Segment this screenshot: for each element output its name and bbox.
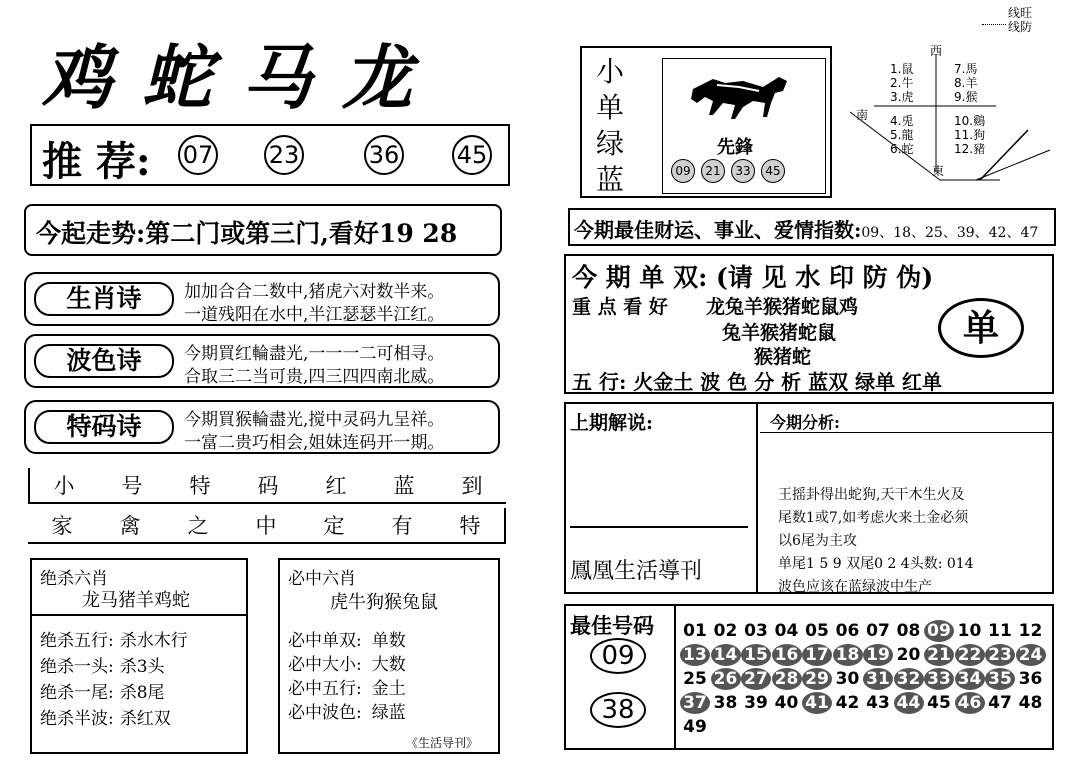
analysis-line: 单尾1 5 9 双尾0 2 4头数: 014 xyxy=(778,556,974,572)
spread-char: 定 xyxy=(323,514,345,538)
poem-line: 合取三二当可贵,四三四四南北威。 xyxy=(184,367,445,387)
poem-line: 加加合合二数中,猪虎六对数半来。 xyxy=(184,282,445,302)
zodiac-west: 西 xyxy=(930,44,943,58)
kill-row xyxy=(40,626,188,651)
kill-row xyxy=(40,678,165,703)
poem-tag: 生肖诗 xyxy=(34,282,174,316)
poem-line: 今期買红輪盡光,一一一二可相寻。 xyxy=(184,344,445,364)
horse-ball: 09 xyxy=(671,159,695,183)
poem-line: 今期買猴輪盡光,搅中灵码九呈祥。 xyxy=(184,410,445,430)
horse-caption: 先鋒 xyxy=(717,137,753,158)
must-footer: 《生活导刊》 xyxy=(406,736,479,750)
analysis-line: 以6尾为主攻 xyxy=(778,533,857,549)
spread-char: 到 xyxy=(461,474,483,498)
poem-line: 一富二贵巧相会,姐妹连码开一期。 xyxy=(184,433,445,453)
number-cell: 04 xyxy=(774,621,799,641)
odd-even-focus-label: 重 点 看 好 xyxy=(572,296,668,318)
vertical-char: 蓝 xyxy=(595,163,624,196)
recommend-box xyxy=(30,124,510,186)
number-cell: 33 xyxy=(924,668,954,690)
must-row-value: 金土 xyxy=(371,679,406,699)
horse-icon xyxy=(683,67,803,127)
number-cell: 16 xyxy=(772,644,802,666)
spread-char: 之 xyxy=(187,514,209,538)
vertical-char: 小 xyxy=(595,55,624,88)
number-cell: 17 xyxy=(802,644,832,666)
must-row-label: 必中单双: xyxy=(288,631,362,651)
zodiac-south: 南 xyxy=(856,108,869,122)
must-zodiacs: 虎牛狗猴兔鼠 xyxy=(330,592,438,613)
best-numbers-label: 最佳号码 xyxy=(570,613,654,638)
title-char-1: 鸡 xyxy=(42,36,142,119)
analysis-text xyxy=(778,484,974,599)
number-cell: 10 xyxy=(957,621,982,641)
fortune-index-label: 今期最佳财运、事业、爱情指数: xyxy=(574,218,862,242)
spread-char: 特 xyxy=(459,514,481,538)
best-pick: 09 xyxy=(590,638,646,674)
zodiac-item: 7.馬 xyxy=(954,62,978,76)
number-cell: 30 xyxy=(835,669,860,689)
zodiac-item: 10.鷄 xyxy=(954,114,986,128)
special-poem-box xyxy=(24,400,500,454)
spread-char: 禽 xyxy=(119,514,141,538)
number-cell: 48 xyxy=(1018,693,1043,713)
number-cell: 44 xyxy=(894,692,924,714)
number-cell: 42 xyxy=(835,693,860,713)
last-issue-rule xyxy=(570,526,748,528)
odd-even-title: 今 期 单 双: (请 见 水 印 防 伪) xyxy=(572,263,934,292)
kill-row-label: 绝杀半波: xyxy=(40,709,114,729)
number-cell: 47 xyxy=(988,693,1012,713)
odd-even-stamp: 单 xyxy=(938,298,1024,358)
analysis-line: 尾数1或7,如考虑火来土金必须 xyxy=(778,510,969,526)
number-cell: 34 xyxy=(955,668,985,690)
kill-row-value: 杀红双 xyxy=(119,709,171,729)
number-cell: 06 xyxy=(835,621,860,641)
number-cell: 11 xyxy=(988,621,1012,641)
last-issue-label: 上期解说: xyxy=(570,412,654,434)
this-issue-label: 今期分析: xyxy=(770,413,840,432)
number-cell: 09 xyxy=(924,620,954,642)
best-pick: 38 xyxy=(590,692,646,728)
spread-char: 家 xyxy=(51,514,73,538)
kill-row-label: 绝杀一尾: xyxy=(40,683,114,703)
must-row-label: 必中波色: xyxy=(288,703,362,723)
vertical-char: 绿 xyxy=(595,127,624,160)
zodiac-item: 6.蛇 xyxy=(890,142,914,156)
number-cell: 05 xyxy=(805,621,829,641)
zodiac-item: 11.狗 xyxy=(954,128,986,142)
spread-char: 特 xyxy=(189,474,211,498)
corner-line-2: 线防 xyxy=(1008,20,1033,34)
number-cell: 49 xyxy=(683,717,707,737)
number-cell: 12 xyxy=(1018,621,1043,641)
number-cell: 40 xyxy=(774,693,799,713)
must-row xyxy=(288,626,406,651)
spread-char: 中 xyxy=(255,514,277,538)
horse-vertical-text xyxy=(594,54,626,198)
spread-char: 小 xyxy=(53,474,75,498)
number-cell: 43 xyxy=(866,693,890,713)
analysis-box xyxy=(564,402,1054,594)
number-cell: 02 xyxy=(713,621,738,641)
spread-char: 码 xyxy=(257,474,279,498)
kill-title: 绝杀六肖 xyxy=(40,569,108,589)
kill-box xyxy=(30,558,248,754)
number-cell: 41 xyxy=(802,692,832,714)
poem-line: 一道残阳在水中,半江瑟瑟半江红。 xyxy=(184,305,445,325)
number-cell: 27 xyxy=(741,668,771,690)
zodiac-item: 5.龍 xyxy=(890,128,914,142)
zodiac-item: 3.虎 xyxy=(890,90,914,104)
number-cell: 26 xyxy=(711,668,741,690)
kill-row-label: 绝杀五行: xyxy=(40,631,114,651)
kill-divider xyxy=(32,614,246,616)
analysis-line: 王摇卦得出蛇狗,天干木生火及 xyxy=(778,487,965,503)
recommend-number: 45 xyxy=(452,135,492,175)
title-char-4: 龙 xyxy=(342,36,442,119)
zodiac-item: 1.鼠 xyxy=(890,62,914,76)
number-cell: 25 xyxy=(683,669,707,689)
kill-row xyxy=(40,704,171,729)
zodiac-item: 4.兎 xyxy=(890,114,914,128)
number-cell: 23 xyxy=(985,644,1015,666)
corner-line-1: 线旺 xyxy=(1008,6,1033,20)
zodiac-left-list xyxy=(890,62,913,156)
kill-zodiacs: 龙马猪羊鸡蛇 xyxy=(82,590,190,611)
best-divider xyxy=(674,606,676,750)
spread-char: 红 xyxy=(325,474,347,498)
must-row-label: 必中五行: xyxy=(288,679,362,699)
zodiac-chart xyxy=(850,40,1060,190)
kill-row-value: 杀8尾 xyxy=(119,683,165,703)
color-poem-box xyxy=(24,334,500,388)
number-cell: 36 xyxy=(1018,669,1043,689)
title-char-3: 马 xyxy=(242,36,342,119)
fortune-index-box xyxy=(568,208,1056,246)
number-cell: 14 xyxy=(711,644,741,666)
recommend-number: 23 xyxy=(264,135,304,175)
this-issue-rule xyxy=(760,432,1052,433)
must-row-value: 绿蓝 xyxy=(371,703,406,723)
number-cell: 13 xyxy=(680,644,710,666)
number-cell: 37 xyxy=(680,692,710,714)
spread-row-2 xyxy=(28,508,506,544)
title-char-2: 蛇 xyxy=(142,36,242,119)
number-cell: 21 xyxy=(924,644,954,666)
zodiac-item: 12.豬 xyxy=(954,142,986,156)
number-cell: 08 xyxy=(896,621,921,641)
number-cell: 15 xyxy=(741,644,771,666)
recommend-number: 07 xyxy=(178,135,218,175)
number-cell: 20 xyxy=(896,645,921,665)
number-cell: 22 xyxy=(955,644,985,666)
horse-ball: 21 xyxy=(701,159,725,183)
odd-even-line-3: 猴猪蛇 xyxy=(754,346,812,368)
odd-even-line-2: 兔羊猴猪蛇鼠 xyxy=(722,322,837,344)
zodiac-east: 東 xyxy=(932,164,945,178)
number-cell: 03 xyxy=(744,621,768,641)
kill-row-label: 绝杀一头: xyxy=(40,657,114,677)
must-row-label: 必中大小: xyxy=(288,655,362,675)
zodiac-item: 8.羊 xyxy=(954,76,978,90)
zodiac-item: 9.猴 xyxy=(954,90,978,104)
number-cell: 07 xyxy=(866,621,890,641)
spread-char: 蓝 xyxy=(393,474,415,498)
trend-box: 今起走势:第二门或第三门,看好19 28 xyxy=(24,204,502,256)
corner-note xyxy=(1008,6,1032,34)
number-cell: 01 xyxy=(683,621,707,641)
corner-dots xyxy=(982,24,1006,25)
must-box xyxy=(278,558,500,754)
spread-char: 有 xyxy=(391,514,413,538)
page-title xyxy=(42,22,512,119)
analysis-divider xyxy=(756,404,758,594)
recommend-number: 36 xyxy=(364,135,404,175)
spread-char: 号 xyxy=(121,474,143,498)
zodiac-item: 2.牛 xyxy=(890,76,914,90)
fortune-index-numbers: 09、18、25、39、42、47 xyxy=(861,225,1039,241)
must-row xyxy=(288,650,406,675)
number-cell: 45 xyxy=(927,693,951,713)
number-cell: 46 xyxy=(955,692,985,714)
number-cell: 19 xyxy=(863,644,893,666)
poem-tag: 特码诗 xyxy=(34,410,174,444)
horse-ball: 33 xyxy=(731,159,755,183)
kill-row xyxy=(40,652,165,677)
number-cell: 35 xyxy=(985,668,1015,690)
odd-even-line-1: 龙兔羊猴猪蛇鼠鸡 xyxy=(706,296,859,318)
must-row-value: 大数 xyxy=(371,655,406,675)
horse-box xyxy=(580,46,832,198)
brand-name: 鳳凰生活導刊 xyxy=(570,559,703,584)
must-row xyxy=(288,698,406,723)
must-row xyxy=(288,674,406,699)
analysis-line: 波色应该在蓝绿波中生产 xyxy=(778,579,932,595)
odd-even-box xyxy=(564,254,1054,394)
number-cell: 28 xyxy=(772,668,802,690)
number-cell: 18 xyxy=(833,644,863,666)
number-cell: 29 xyxy=(802,668,832,690)
number-cell: 24 xyxy=(1016,644,1046,666)
must-title: 必中六肖 xyxy=(288,569,356,589)
vertical-char: 单 xyxy=(595,91,624,124)
recommend-label: 推 荐: xyxy=(42,138,151,185)
spread-row-1 xyxy=(28,468,506,504)
horse-picture-frame xyxy=(662,58,826,194)
number-cell: 32 xyxy=(894,668,924,690)
zodiac-right-list xyxy=(954,62,985,156)
kill-row-value: 杀水木行 xyxy=(119,631,188,651)
best-numbers-box xyxy=(564,604,1054,750)
horse-ball: 45 xyxy=(761,159,785,183)
poem-tag: 波色诗 xyxy=(34,344,174,378)
number-cell: 31 xyxy=(863,668,893,690)
must-row-value: 单数 xyxy=(371,631,406,651)
kill-row-value: 杀3头 xyxy=(119,657,165,677)
number-cell: 39 xyxy=(744,693,768,713)
zodiac-poem-box xyxy=(24,272,500,326)
number-cell: 38 xyxy=(713,693,738,713)
odd-even-bottom: 五 行: 火金土 波 色 分 析 蓝双 绿单 红单 xyxy=(572,370,943,394)
